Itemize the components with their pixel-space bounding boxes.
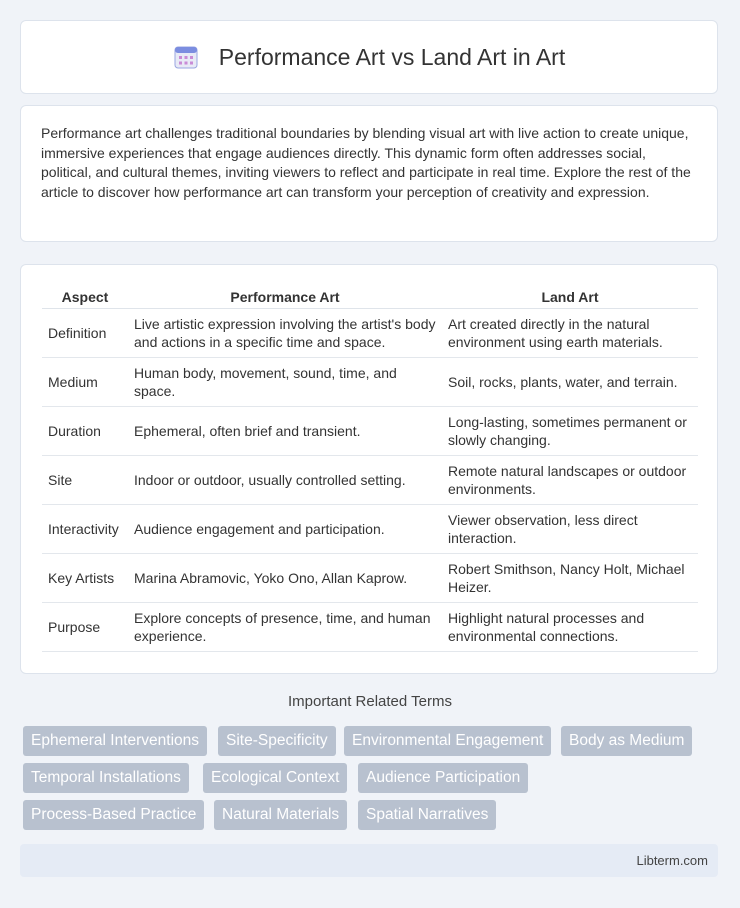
table-row (42, 358, 698, 407)
table-header-row (42, 285, 698, 309)
intro-text: Performance art challenges traditional boundaries by blending visual art with live action to create unique, immersive experiences that engage audiences directly. This dynamic form often addresses social, political, and cultural themes, inviting viewers to reflect and participate in real time. Explore the rest of the article to discover how performance art can transform your perception of creativity and expression. (41, 125, 691, 200)
related-term-tag[interactable]: Audience Participation (358, 763, 528, 793)
cell-performance-art: Audience engagement and participation. (128, 505, 442, 554)
table-row (42, 309, 698, 358)
cell-land-art: Art created directly in the natural environment using earth materials. (442, 309, 698, 358)
cell-performance-art: Human body, movement, sound, time, and space. (128, 358, 442, 407)
cell-aspect: Duration (42, 407, 128, 456)
table-row (42, 554, 698, 603)
cell-performance-art: Marina Abramovic, Yoko Ono, Allan Kaprow. (128, 554, 442, 603)
related-term-tag[interactable]: Site-Specificity (218, 726, 336, 756)
page-title: Performance Art vs Land Art in Art (218, 43, 566, 70)
header-card (20, 20, 718, 94)
cell-aspect: Site (42, 456, 128, 505)
footer (20, 844, 718, 877)
related-term-tag[interactable]: Process-Based Practice (23, 800, 204, 830)
cell-land-art: Robert Smithson, Nancy Holt, Michael Heizer. (442, 554, 698, 603)
header-performance-art: Performance Art (128, 285, 442, 309)
header-aspect: Aspect (42, 285, 128, 309)
cell-performance-art: Live artistic expression involving the artist's body and actions in a specific time and space. (128, 309, 442, 358)
cell-performance-art: Indoor or outdoor, usually controlled setting. (128, 456, 442, 505)
header-land-art: Land Art (442, 285, 698, 309)
cell-aspect: Purpose (42, 603, 128, 652)
cell-aspect: Medium (42, 358, 128, 407)
related-term-tag[interactable]: Spatial Narratives (358, 800, 496, 830)
cell-land-art: Soil, rocks, plants, water, and terrain. (442, 358, 698, 407)
related-term-tag[interactable]: Body as Medium (561, 726, 692, 756)
related-term-tag[interactable]: Natural Materials (214, 800, 347, 830)
table-row (42, 505, 698, 554)
calendar-icon (173, 44, 199, 70)
related-terms-title: Important Related Terms (288, 693, 452, 710)
cell-aspect: Interactivity (42, 505, 128, 554)
cell-land-art: Long-lasting, sometimes permanent or slowly changing. (442, 407, 698, 456)
cell-land-art: Viewer observation, less direct interaction. (442, 505, 698, 554)
cell-aspect: Key Artists (42, 554, 128, 603)
cell-performance-art: Ephemeral, often brief and transient. (128, 407, 442, 456)
comparison-table-card (20, 264, 718, 674)
cell-land-art: Highlight natural processes and environmental connections. (442, 603, 698, 652)
related-term-tag[interactable]: Environmental Engagement (344, 726, 551, 756)
related-term-tag[interactable]: Temporal Installations (23, 763, 189, 793)
table-row (42, 603, 698, 652)
table-row (42, 456, 698, 505)
comparison-table (42, 285, 698, 652)
table-row (42, 407, 698, 456)
cell-aspect: Definition (42, 309, 128, 358)
footer-link[interactable]: Libterm.com (636, 853, 708, 868)
cell-land-art: Remote natural landscapes or outdoor environments. (442, 456, 698, 505)
related-term-tag[interactable]: Ecological Context (203, 763, 347, 793)
intro-card (20, 105, 718, 242)
cell-performance-art: Explore concepts of presence, time, and human experience. (128, 603, 442, 652)
related-term-tag[interactable]: Ephemeral Interventions (23, 726, 207, 756)
